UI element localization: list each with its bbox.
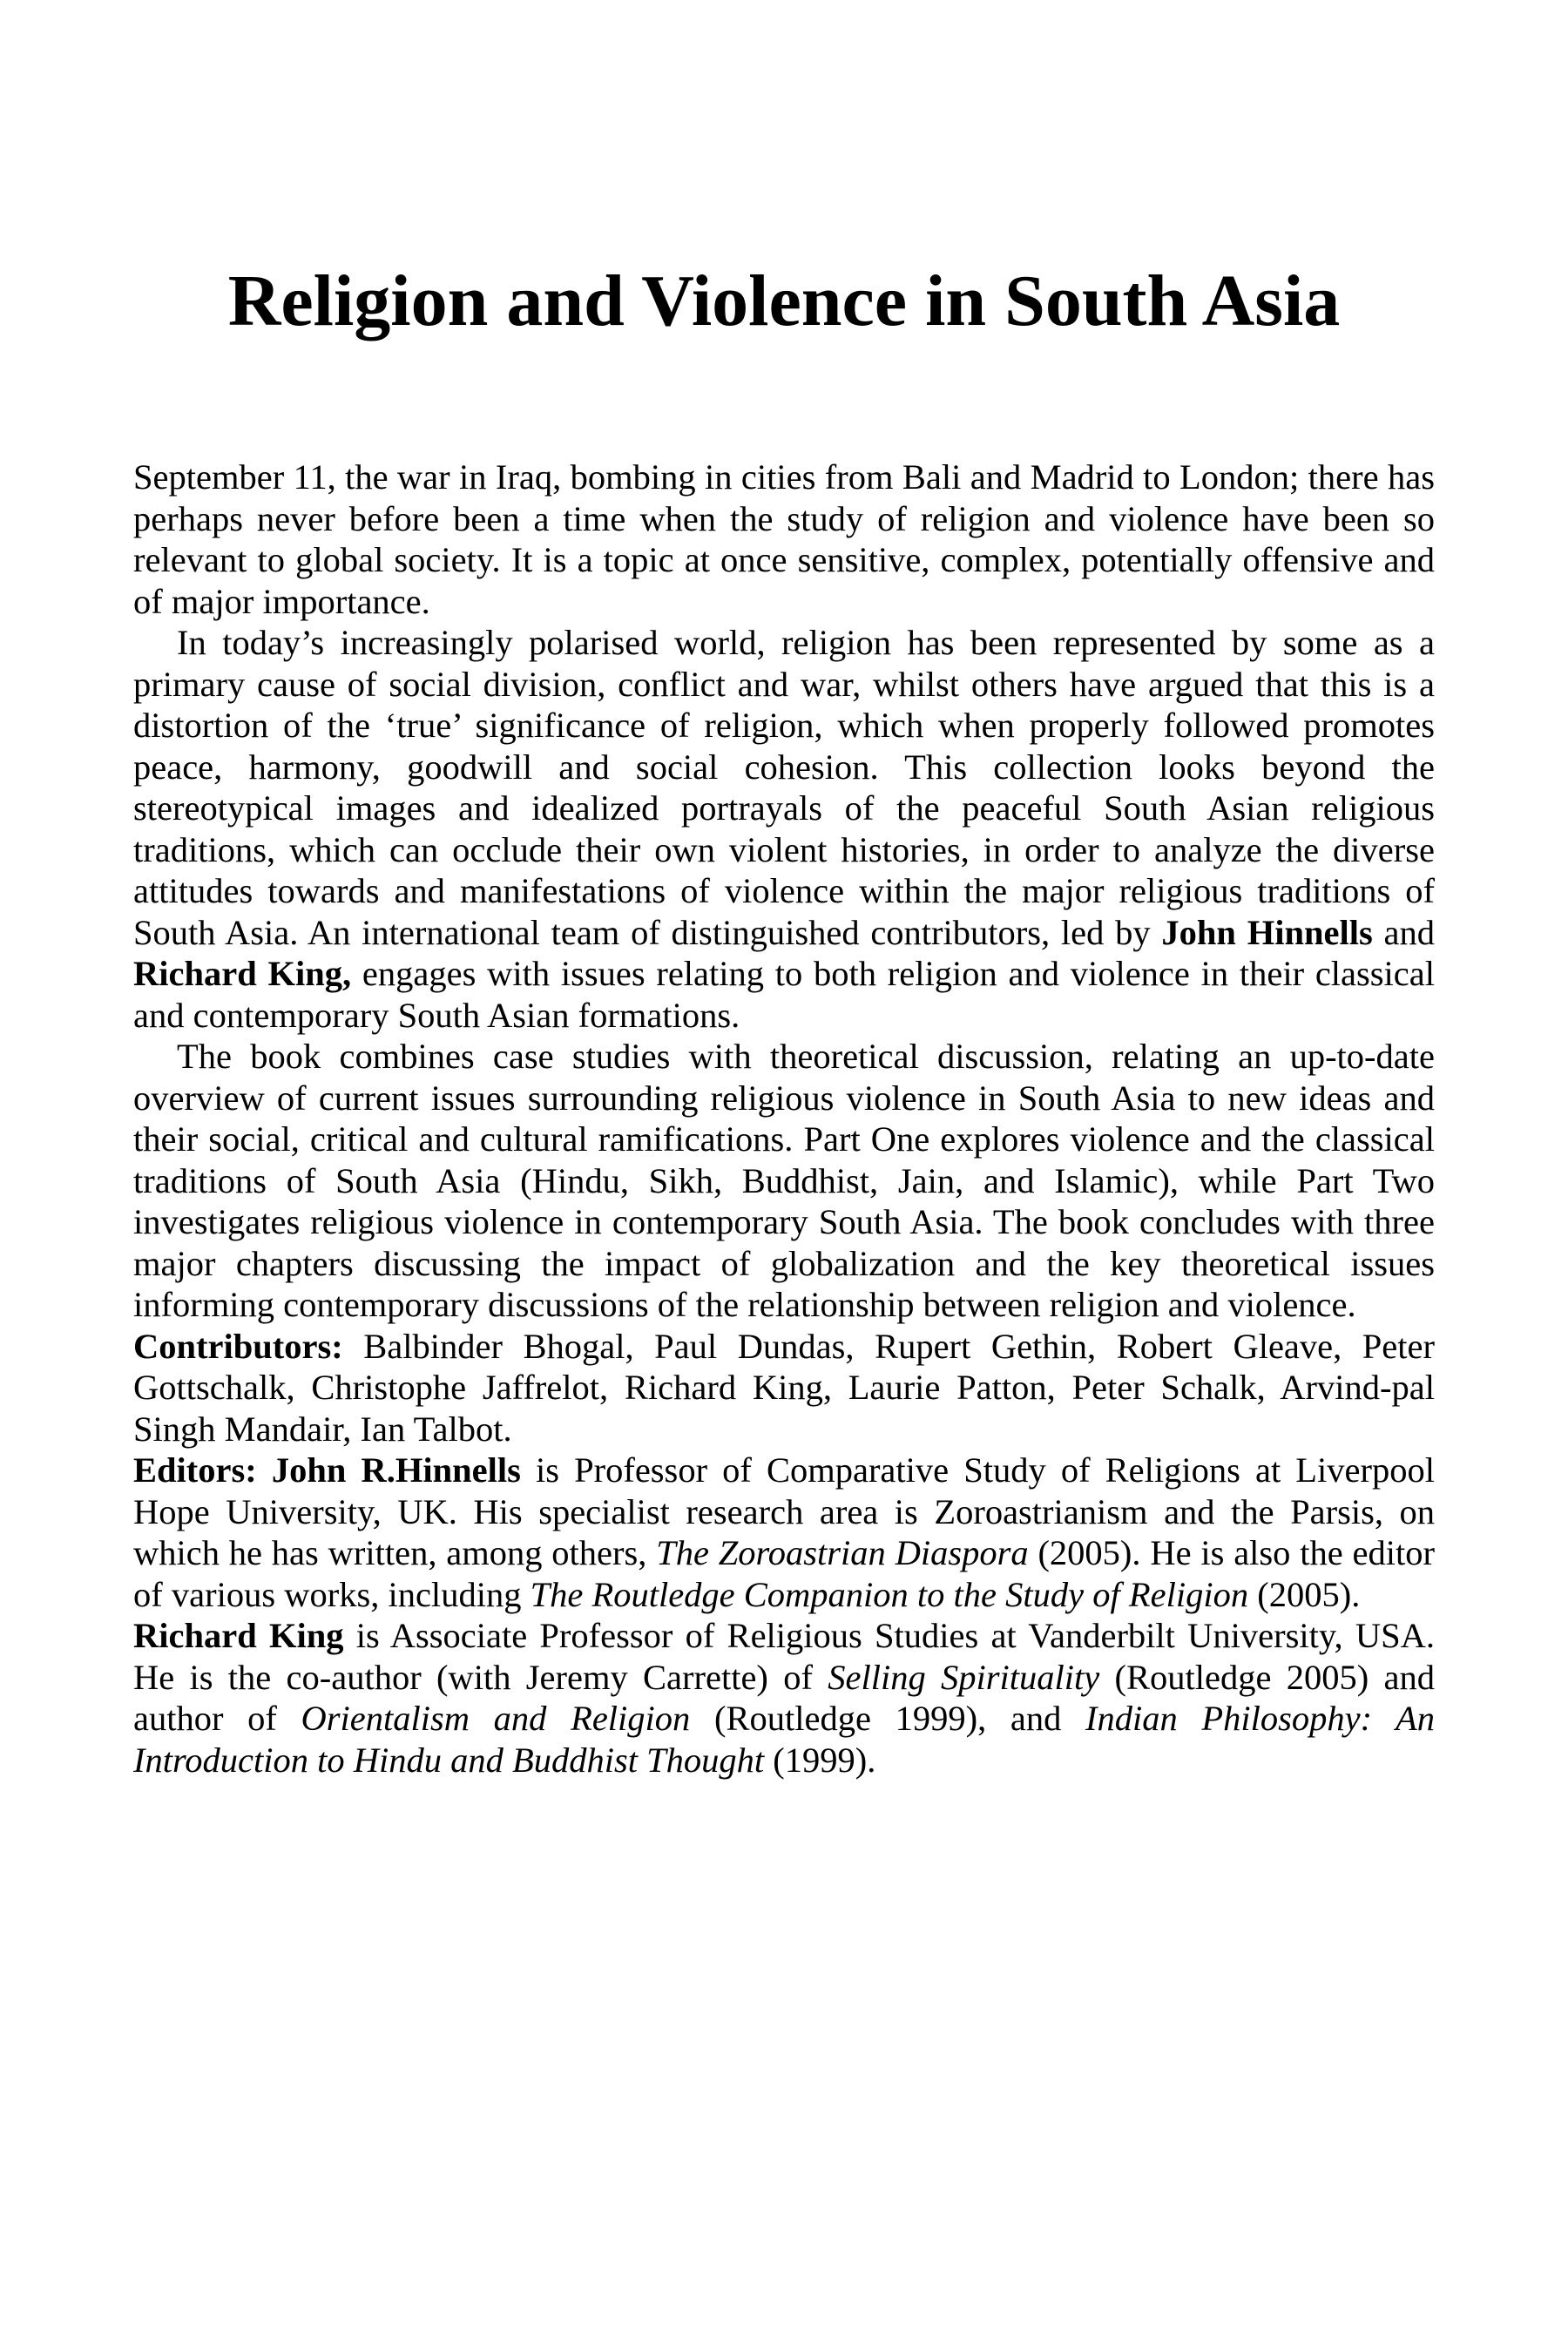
contributors-label: Contributors:	[133, 1326, 343, 1366]
book-overview-text: The book combines case studies with theoretical discussion, relating an up-to-date overview of current issues surrounding religious violence in South Asia to new ideas and their social, critical and cultural ramifications. Part One explores violence and the classical traditions of South Asia (Hindu, Sikh, Buddhist, Jain, and Islamic), while Part Two investigates religious violence in contemporary South Asia. The book concludes with three major chapters discussing the impact of globalization and the key theoretical issues informing contemporary discussions of the relationship between religion and violence.	[133, 1037, 1435, 1325]
editor-name-hinnells: John Hinnells	[1161, 912, 1373, 952]
king-text-2: (Routledge 2005) and author of	[133, 1657, 1435, 1739]
editor-name-king: Richard King,	[133, 954, 352, 994]
editors-paragraph	[133, 1450, 1435, 1615]
blurb-body	[133, 456, 1435, 1781]
editors-text-1: is Professor of Comparative Study of Religions at Liverpool Hope University, UK. His specialist research area is Zoroastrianism and the Parsis, on which he has written, among others,	[133, 1450, 1436, 1573]
description-paragraph	[133, 622, 1435, 1036]
editors-label: Editors: John R.Hinnells	[133, 1450, 521, 1490]
contributors-paragraph	[133, 1326, 1435, 1450]
king-bio-paragraph	[133, 1615, 1435, 1781]
description-text-2: engages with issues relating to both religion and violence in their classical and contemporary South Asian formations.	[133, 954, 1435, 1035]
description-and: and	[1372, 912, 1435, 952]
book-title-selling-spirituality: Selling Spirituality	[828, 1657, 1100, 1697]
editors-text-3: (2005).	[1248, 1574, 1361, 1614]
book-title-routledge-companion: The Routledge Companion to the Study of Religion	[530, 1574, 1249, 1614]
book-title-zoroastrian-diaspora: The Zoroastrian Diaspora	[656, 1533, 1029, 1573]
king-text-3: (Routledge 1999), and	[690, 1699, 1085, 1739]
contributors-list: Balbinder Bhogal, Paul Dundas, Rupert Gethin, Robert Gleave, Peter Gottschalk, Christophe Jaffrelot, Richard King, Laurie Patton, Peter Schalk, Arvind-pal Singh Mandair, Ian Talbot.	[133, 1326, 1435, 1449]
intro-text: September 11, the war in Iraq, bombing in cities from Bali and Madrid to London; there has perhaps never before been a time when the study of religion and violence have been so relevant to global society. It is a topic at once sensitive, complex, potentially offensive and of major importance.	[133, 457, 1435, 621]
editors-text-2: (2005). He is also the editor of various works, including	[133, 1533, 1435, 1614]
description-text-1: In today’s increasingly polarised world, religion has been represented by some as a primary cause of social division, conflict and war, whilst others have argued that this is a distortion of the ‘true’ significance of religion, which when properly followed promotes peace, harmony, goodwill and social cohesion. This collection looks beyond the stereotypical images and idealized portrayals of the peaceful South Asian religious traditions, which can occlude their own violent histories, in order to analyze the diverse attitudes towards and manifestations of violence within the major religious traditions of South Asia. An international team of distinguished contributors, led by	[133, 623, 1435, 952]
book-blurb-page	[133, 261, 1435, 1781]
page-title: Religion and Violence in South Asia	[227, 260, 1341, 341]
book-title-orientalism-and-religion: Orientalism and Religion	[301, 1699, 691, 1739]
intro-paragraph	[133, 456, 1435, 622]
king-text-4: (1999).	[764, 1740, 876, 1780]
book-overview-paragraph	[133, 1036, 1435, 1326]
book-title-indian-philosophy: Indian Philosophy: An Introduction to Hindu and Buddhist Thought	[133, 1699, 1436, 1780]
king-text-1: is Associate Professor of Religious Studies at Vanderbilt University, USA. He is the co-author (with Jeremy Carrette) of	[133, 1616, 1435, 1697]
king-label: Richard King	[133, 1616, 344, 1656]
